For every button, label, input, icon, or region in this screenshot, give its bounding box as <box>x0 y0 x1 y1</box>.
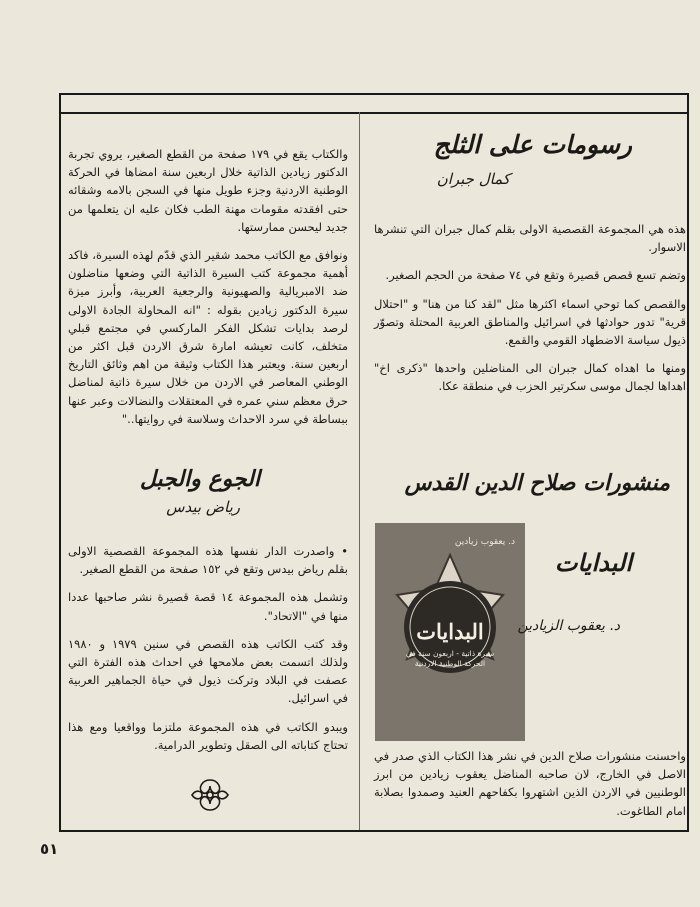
publisher-paragraph: واحسنت منشورات صلاح الدين في نشر هذا الكتاب الذي صدر في الاصل في الخارج، لان صاحبه المناضل يعقوب زيادين من ابرز الوطنيين في الاردن الذين اشتهروا بكفاحهم العنيد وصمدوا بصلابة امام الطاغوت. <box>374 749 686 818</box>
article2-paragraph: وتشمل هذه المجموعة ١٤ قصة قصيرة نشر صاحبها عددا منها في "الاتحاد". <box>68 590 348 623</box>
book-cover-title: البدايات <box>416 619 484 644</box>
article1-title: رسومات على الثلج <box>433 130 632 159</box>
publisher-body <box>374 747 686 830</box>
review-paragraph: ونوافق مع الكاتب محمد شقير الذي قدّم لهذه السيرة، فاكد أهمية مجموعة كتب السيرة الذاتية التي وضعها مناضلون ضد الامبريالية والصهيونية والرجعية العربية، وأبرز ميزة سيرة الدكتور زيادين بقوله : "انه المحاولة الجادة الاولى لرصد بدايات تشكل الفكر الماركسي في مجتمع قبلي متخلف، كانت تعيشه امارة شرق الاردن قبل اكثر من اربعين سنة. ويعتبر هذا الكتاب وثيقة من اهم وثائق التاريخ الوطني المعاصر في الاردن من خلال سيرة ذاتية لمناضل حرق معظم سني عمره في المعتقلات والنضالات وعبر عنها ببساطة في سرد الاحداث وسلاسة في روايتها.." <box>68 248 348 426</box>
article1-paragraph: ومنها ما اهداه كمال جبران الى المناضلين واحدها "ذكرى اخ" اهداها لجمال موسى سكرتير الحزب في منطقة عكا. <box>374 361 686 394</box>
page-number: ٥١ <box>40 840 59 858</box>
publisher-heading: منشورات صلاح الدين القدس <box>404 470 670 496</box>
article2-paragraph: ويبدو الكاتب في هذه المجموعة ملتزما وواقعيا ومع هذا تحتاج كتاباته الى الصقل وتطوير الدرامية. <box>68 719 348 752</box>
article1-paragraph: والقصص كما توحي اسماء اكثرها مثل "لقد كنا من هنا" و "احتلال قرية" تدور حوادثها في اسرائيل والمناطق العربية المحتلة وتصوّر ذيول سياسة الاضطهاد القومي والقمع. <box>374 296 686 348</box>
article2-paragraph: • واصدرت الدار نفسها هذه المجموعة القصصية الاولى بقلم رياض بيدس وتقع في ١٥٢ صفحة من القطع الصغير. <box>68 544 348 577</box>
article1-author: كمال جبران <box>436 170 510 188</box>
article1-paragraph: وتضم تسع قصص قصيرة وتقع في ٧٤ صفحة من الحجم الصغير. <box>385 268 686 283</box>
article1-body <box>374 220 686 406</box>
book-author: د. يعقوب الزيادين <box>517 618 620 634</box>
book-review-body <box>68 145 348 438</box>
article2-body <box>68 542 348 764</box>
article2-title: الجوع والجبل <box>139 466 260 492</box>
ornament-icon <box>188 776 232 814</box>
book-cover-author: د. يعقوب زيادين <box>454 537 515 547</box>
article1-paragraph: هذه هي المجموعة القصصية الاولى بقلم كمال جبران التي تنشرها الاسوار. <box>374 222 686 255</box>
book-cover-subtitle: سيرة ذاتية - اربعون سنة في الحركة الوطنية الاردنية <box>405 649 495 668</box>
article2-paragraph: وقد كتب الكاتب هذه القصص في سنين ١٩٧٩ و ١٩٨٠ ولذلك اتسمت بعض ملامحها في احداث هذه الفترة التي عصفت في البلاد وتركت ذيول في حياة الجماهير العربية في اسرائيل. <box>68 636 348 706</box>
book-title: البدايات <box>554 548 632 577</box>
article2-author: رياض بيدس <box>166 498 240 516</box>
review-paragraph: والكتاب يقع في ١٧٩ صفحة من القطع الصغير، يروي تجربة الدكتور زيادين الذاتية خلال اربعين سنة امضاها في الحركة الوطنية الاردنية وجزء طويل منها في السجن بالامه وشقائه حتى افقدته مقومات مهنة الطب فكان عليه ان يتعلمها من جديد ليحسن ممارستها. <box>68 147 348 234</box>
top-rule <box>59 112 689 114</box>
